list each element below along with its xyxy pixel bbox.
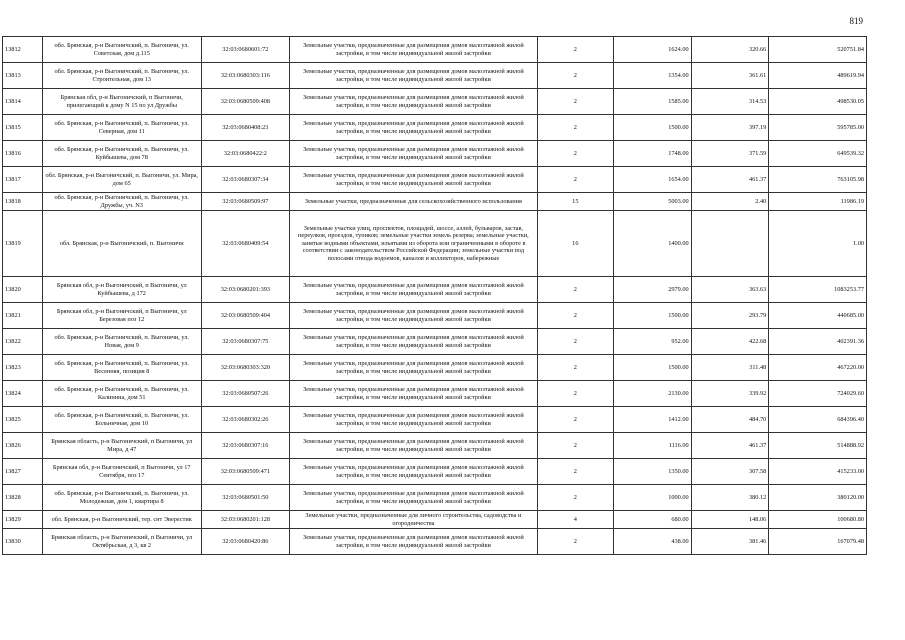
page-number: 819 bbox=[849, 16, 863, 26]
area-cell: 1748.00 bbox=[614, 141, 692, 167]
area-cell: 1354.00 bbox=[614, 63, 692, 89]
area-cell: 1400.00 bbox=[614, 211, 692, 277]
register-body bbox=[3, 37, 867, 555]
cadastral-value-cell: 1.00 bbox=[769, 211, 867, 277]
land-use-cell: Земельные участки, предназначенные для размещения домов малоэтажной жилой застройки, в том числе индивидуальной жилой застройки bbox=[290, 381, 537, 407]
cadastral-number-cell: 32:03:0680601:72 bbox=[201, 37, 290, 63]
cadastral-value-cell: 514888.92 bbox=[769, 433, 867, 459]
land-use-cell: Земельные участки, предназначенные для размещения домов малоэтажной жилой застройки, в том числе индивидуальной жилой застройки bbox=[290, 167, 537, 193]
cadastral-number-cell: 32:03:0680509:97 bbox=[201, 193, 290, 211]
table-row bbox=[3, 303, 867, 329]
land-use-cell: Земельные участки, предназначенные для размещения домов малоэтажной жилой застройки, в том числе индивидуальной жилой застройки bbox=[290, 37, 537, 63]
area-cell: 1116.00 bbox=[614, 433, 692, 459]
address-cell: обл. Брянская, р-н Выгоничский, п. Выгоничи, ул. Мира, дом 65 bbox=[42, 167, 201, 193]
cadastral-number-cell: 32:03:0680507:26 bbox=[201, 381, 290, 407]
row-number: 13814 bbox=[3, 89, 43, 115]
address-cell: обл. Брянская, р-н Выгоничский, п. Выгоничи, ул. Молодежная, дом 1, квартира 8 bbox=[42, 485, 201, 511]
area-cell: 2979.00 bbox=[614, 277, 692, 303]
group-code-cell: 2 bbox=[537, 459, 614, 485]
cadastral-value-cell: 100680.80 bbox=[769, 511, 867, 529]
cadastral-value-cell: 1083253.77 bbox=[769, 277, 867, 303]
land-use-cell: Земельные участки, предназначенные для размещения домов малоэтажной жилой застройки, в том числе индивидуальной жилой застройки bbox=[290, 529, 537, 555]
specific-value-cell: 293.79 bbox=[691, 303, 769, 329]
area-cell: 1412.00 bbox=[614, 407, 692, 433]
cadastral-value-cell: 380120.00 bbox=[769, 485, 867, 511]
table-row bbox=[3, 37, 867, 63]
cadastral-value-cell: 167079.48 bbox=[769, 529, 867, 555]
row-number: 13825 bbox=[3, 407, 43, 433]
table-row bbox=[3, 63, 867, 89]
address-cell: Брянская область, р-н Выгоничский, п Выгоничи, ул Мира, д 47 bbox=[42, 433, 201, 459]
address-cell: Брянская обл, р-н Выгоничский, п Выгоничи, ул Куйбышева, д 172 bbox=[42, 277, 201, 303]
group-code-cell: 15 bbox=[537, 193, 614, 211]
cadastral-number-cell: 32:03:0680509:408 bbox=[201, 89, 290, 115]
address-cell: Брянская обл, р-н Выгоничский, п Выгоничи, ул Березовая поз 12 bbox=[42, 303, 201, 329]
cadastral-number-cell: 32:03:0680509:404 bbox=[201, 303, 290, 329]
table-row bbox=[3, 193, 867, 211]
address-cell: Брянская область, р-н Выгоничский, п Выгоничи, ул Октябрьская, д 3, кв 2 bbox=[42, 529, 201, 555]
cadastral-value-cell: 763105.98 bbox=[769, 167, 867, 193]
land-use-cell: Земельные участки, предназначенные для размещения домов малоэтажной жилой застройки, в том числе индивидуальной жилой застройки bbox=[290, 115, 537, 141]
row-number: 13829 bbox=[3, 511, 43, 529]
table-row bbox=[3, 167, 867, 193]
land-use-cell: Земельные участки, предназначенные для сельскохозяйственного использования bbox=[290, 193, 537, 211]
cadastral-number-cell: 32:03:0680303:320 bbox=[201, 355, 290, 381]
row-number: 13817 bbox=[3, 167, 43, 193]
land-use-cell: Земельные участки, предназначенные для размещения домов малоэтажной жилой застройки, в том числе индивидуальной жилой застройки bbox=[290, 89, 537, 115]
row-number: 13830 bbox=[3, 529, 43, 555]
land-use-cell: Земельные участки, предназначенные для размещения домов малоэтажной жилой застройки, в том числе индивидуальной жилой застройки bbox=[290, 407, 537, 433]
area-cell: 1500.00 bbox=[614, 303, 692, 329]
cadastral-number-cell: 32:03:0680307:75 bbox=[201, 329, 290, 355]
group-code-cell: 16 bbox=[537, 211, 614, 277]
cadastral-register-table bbox=[2, 36, 867, 555]
group-code-cell: 2 bbox=[537, 381, 614, 407]
group-code-cell: 2 bbox=[537, 115, 614, 141]
specific-value-cell: 371.59 bbox=[691, 141, 769, 167]
cadastral-value-cell: 724029.60 bbox=[769, 381, 867, 407]
table-row bbox=[3, 115, 867, 141]
row-number: 13822 bbox=[3, 329, 43, 355]
area-cell: 1624.00 bbox=[614, 37, 692, 63]
land-use-cell: Земельные участки, предназначенные для размещения домов малоэтажной жилой застройки, в том числе индивидуальной жилой застройки bbox=[290, 433, 537, 459]
table-row bbox=[3, 355, 867, 381]
specific-value-cell: 314.53 bbox=[691, 89, 769, 115]
cadastral-number-cell: 32:03:0680409:54 bbox=[201, 211, 290, 277]
address-cell: обл. Брянская, р-н Выгоничский, п. Выгоничи, ул. Советская, дом д.115 bbox=[42, 37, 201, 63]
area-cell: 1585.00 bbox=[614, 89, 692, 115]
table-row bbox=[3, 459, 867, 485]
specific-value-cell: 461.37 bbox=[691, 433, 769, 459]
cadastral-value-cell: 489619.94 bbox=[769, 63, 867, 89]
group-code-cell: 2 bbox=[537, 355, 614, 381]
cadastral-value-cell: 415233.00 bbox=[769, 459, 867, 485]
cadastral-value-cell: 467220.00 bbox=[769, 355, 867, 381]
group-code-cell: 2 bbox=[537, 529, 614, 555]
specific-value-cell: 339.92 bbox=[691, 381, 769, 407]
address-cell: обл. Брянская, р-н Выгоничский, п. Выгоничи, ул. Северная, дом 11 bbox=[42, 115, 201, 141]
land-use-cell: Земельные участки, предназначенные для размещения домов малоэтажной жилой застройки, в том числе индивидуальной жилой застройки bbox=[290, 485, 537, 511]
cadastral-number-cell: 32:03:0680420:86 bbox=[201, 529, 290, 555]
specific-value-cell bbox=[691, 211, 769, 277]
area-cell: 952.00 bbox=[614, 329, 692, 355]
land-use-cell: Земельные участки, предназначенные для размещения домов малоэтажной жилой застройки, в том числе индивидуальной жилой застройки bbox=[290, 141, 537, 167]
area-cell: 5003.00 bbox=[614, 193, 692, 211]
table-row bbox=[3, 407, 867, 433]
cadastral-value-cell: 520751.84 bbox=[769, 37, 867, 63]
specific-value-cell: 422.68 bbox=[691, 329, 769, 355]
address-cell: обл. Брянская, р-н Выгоничский, п. Выгоничи, ул. Куйбышева, дом 78 bbox=[42, 141, 201, 167]
table-row bbox=[3, 211, 867, 277]
cadastral-number-cell: 32:03:0680422:2 bbox=[201, 141, 290, 167]
group-code-cell: 2 bbox=[537, 141, 614, 167]
group-code-cell: 2 bbox=[537, 89, 614, 115]
cadastral-value-cell: 498530.05 bbox=[769, 89, 867, 115]
address-cell: обл. Брянская, р-н Выгоничский, п. Выгоничи, ул. Дружбы, уч. N3 bbox=[42, 193, 201, 211]
cadastral-number-cell: 32:03:0680501:50 bbox=[201, 485, 290, 511]
row-number: 13827 bbox=[3, 459, 43, 485]
row-number: 13818 bbox=[3, 193, 43, 211]
address-cell: Брянская обл, р-н Выгоничский, п Выгоничи, прилегающий к дому N 15 по ул Дружбы bbox=[42, 89, 201, 115]
land-use-cell: Земельные участки, предназначенные для личного строительства, садоводства и огородничества bbox=[290, 511, 537, 529]
address-cell: обл. Брянская, р-н Выгоничский, тер. снт Эверестик bbox=[42, 511, 201, 529]
cadastral-number-cell: 32:03:0680509:471 bbox=[201, 459, 290, 485]
specific-value-cell: 2.40 bbox=[691, 193, 769, 211]
address-cell: обл. Брянская, р-н Выгоничский, п. Выгоничи, ул. Весенняя, позиция 8 bbox=[42, 355, 201, 381]
area-cell: 1350.00 bbox=[614, 459, 692, 485]
cadastral-number-cell: 32:03:0680303:116 bbox=[201, 63, 290, 89]
row-number: 13820 bbox=[3, 277, 43, 303]
table-row bbox=[3, 329, 867, 355]
table-row bbox=[3, 433, 867, 459]
address-cell: обл. Брянская, р-н Выгоничский, п. Выгоничи, ул. Строительная, дом 13 bbox=[42, 63, 201, 89]
cadastral-number-cell: 32:03:0680302:26 bbox=[201, 407, 290, 433]
row-number: 13819 bbox=[3, 211, 43, 277]
land-use-cell: Земельные участки, предназначенные для размещения домов малоэтажной жилой застройки, в том числе индивидуальной жилой застройки bbox=[290, 303, 537, 329]
specific-value-cell: 307.58 bbox=[691, 459, 769, 485]
specific-value-cell: 320.66 bbox=[691, 37, 769, 63]
cadastral-number-cell: 32:03:0680307:34 bbox=[201, 167, 290, 193]
row-number: 13816 bbox=[3, 141, 43, 167]
cadastral-value-cell: 595785.00 bbox=[769, 115, 867, 141]
group-code-cell: 2 bbox=[537, 407, 614, 433]
row-number: 13815 bbox=[3, 115, 43, 141]
land-use-cell: Земельные участки, предназначенные для размещения домов малоэтажной жилой застройки, в том числе индивидуальной жилой застройки bbox=[290, 459, 537, 485]
specific-value-cell: 361.61 bbox=[691, 63, 769, 89]
cadastral-number-cell: 32:03:0680201:393 bbox=[201, 277, 290, 303]
address-cell: обл. Брянская, р-н Выгоничский, п. Выгоничи, ул. Калинина, дом 51 bbox=[42, 381, 201, 407]
area-cell: 1500.00 bbox=[614, 115, 692, 141]
area-cell: 438.00 bbox=[614, 529, 692, 555]
group-code-cell: 2 bbox=[537, 329, 614, 355]
address-cell: обл. Брянская, р-н Выгоничский, п. Выгоничи bbox=[42, 211, 201, 277]
land-use-cell: Земельные участки, предназначенные для размещения домов малоэтажной жилой застройки, в том числе индивидуальной жилой застройки bbox=[290, 63, 537, 89]
area-cell: 1000.00 bbox=[614, 485, 692, 511]
land-use-cell: Земельные участки, предназначенные для размещения домов малоэтажной жилой застройки, в том числе индивидуальной жилой застройки bbox=[290, 355, 537, 381]
cadastral-number-cell: 32:03:0680408:23 bbox=[201, 115, 290, 141]
row-number: 13821 bbox=[3, 303, 43, 329]
group-code-cell: 2 bbox=[537, 433, 614, 459]
specific-value-cell: 397.19 bbox=[691, 115, 769, 141]
cadastral-number-cell: 32:03:0680201:128 bbox=[201, 511, 290, 529]
table-row bbox=[3, 485, 867, 511]
table-row bbox=[3, 141, 867, 167]
table-row bbox=[3, 529, 867, 555]
land-use-cell: Земельные участки, предназначенные для размещения домов малоэтажной жилой застройки, в том числе индивидуальной жилой застройки bbox=[290, 329, 537, 355]
area-cell: 2130.00 bbox=[614, 381, 692, 407]
row-number: 13828 bbox=[3, 485, 43, 511]
table-row bbox=[3, 89, 867, 115]
specific-value-cell: 148.06 bbox=[691, 511, 769, 529]
row-number: 13826 bbox=[3, 433, 43, 459]
cadastral-number-cell: 32:03:0680307:16 bbox=[201, 433, 290, 459]
row-number: 13823 bbox=[3, 355, 43, 381]
table-row bbox=[3, 511, 867, 529]
group-code-cell: 2 bbox=[537, 167, 614, 193]
land-use-cell: Земельные участки улиц, проспектов, площадей, шоссе, аллей, бульваров, застав, переулков, проездов, тупиков; земельные участки земель резерва; земельные участки, занятые водными объектами, изъятыми из оборота или ограниченными в обороте в соответствии с законодательством Российской Федерации; земельные участки под полосами отвода водоемов, каналов и коллекторов, набережные bbox=[290, 211, 537, 277]
cadastral-value-cell: 649539.32 bbox=[769, 141, 867, 167]
row-number: 13813 bbox=[3, 63, 43, 89]
row-number: 13812 bbox=[3, 37, 43, 63]
address-cell: Брянская обл, р-н Выгоничский, п Выгоничи, ул 17 Сентября, поз 17 bbox=[42, 459, 201, 485]
cadastral-value-cell: 440685.00 bbox=[769, 303, 867, 329]
table-row bbox=[3, 277, 867, 303]
table-row bbox=[3, 381, 867, 407]
cadastral-value-cell: 11986.19 bbox=[769, 193, 867, 211]
row-number: 13824 bbox=[3, 381, 43, 407]
specific-value-cell: 381.46 bbox=[691, 529, 769, 555]
group-code-cell: 2 bbox=[537, 277, 614, 303]
cadastral-value-cell: 402391.36 bbox=[769, 329, 867, 355]
specific-value-cell: 461.37 bbox=[691, 167, 769, 193]
address-cell: обл. Брянская, р-н Выгоничский, п. Выгоничи, ул. Новая, дом 9 bbox=[42, 329, 201, 355]
specific-value-cell: 484.70 bbox=[691, 407, 769, 433]
specific-value-cell: 363.63 bbox=[691, 277, 769, 303]
address-cell: обл. Брянская, р-н Выгоничский, п. Выгоничи, ул. Больничная, дом 10 bbox=[42, 407, 201, 433]
specific-value-cell: 380.12 bbox=[691, 485, 769, 511]
group-code-cell: 2 bbox=[537, 63, 614, 89]
cadastral-value-cell: 684396.40 bbox=[769, 407, 867, 433]
area-cell: 1654.00 bbox=[614, 167, 692, 193]
group-code-cell: 2 bbox=[537, 485, 614, 511]
specific-value-cell: 311.48 bbox=[691, 355, 769, 381]
area-cell: 1500.00 bbox=[614, 355, 692, 381]
land-use-cell: Земельные участки, предназначенные для размещения домов малоэтажной жилой застройки, в том числе индивидуальной жилой застройки bbox=[290, 277, 537, 303]
group-code-cell: 2 bbox=[537, 303, 614, 329]
group-code-cell: 2 bbox=[537, 37, 614, 63]
group-code-cell: 4 bbox=[537, 511, 614, 529]
area-cell: 680.00 bbox=[614, 511, 692, 529]
